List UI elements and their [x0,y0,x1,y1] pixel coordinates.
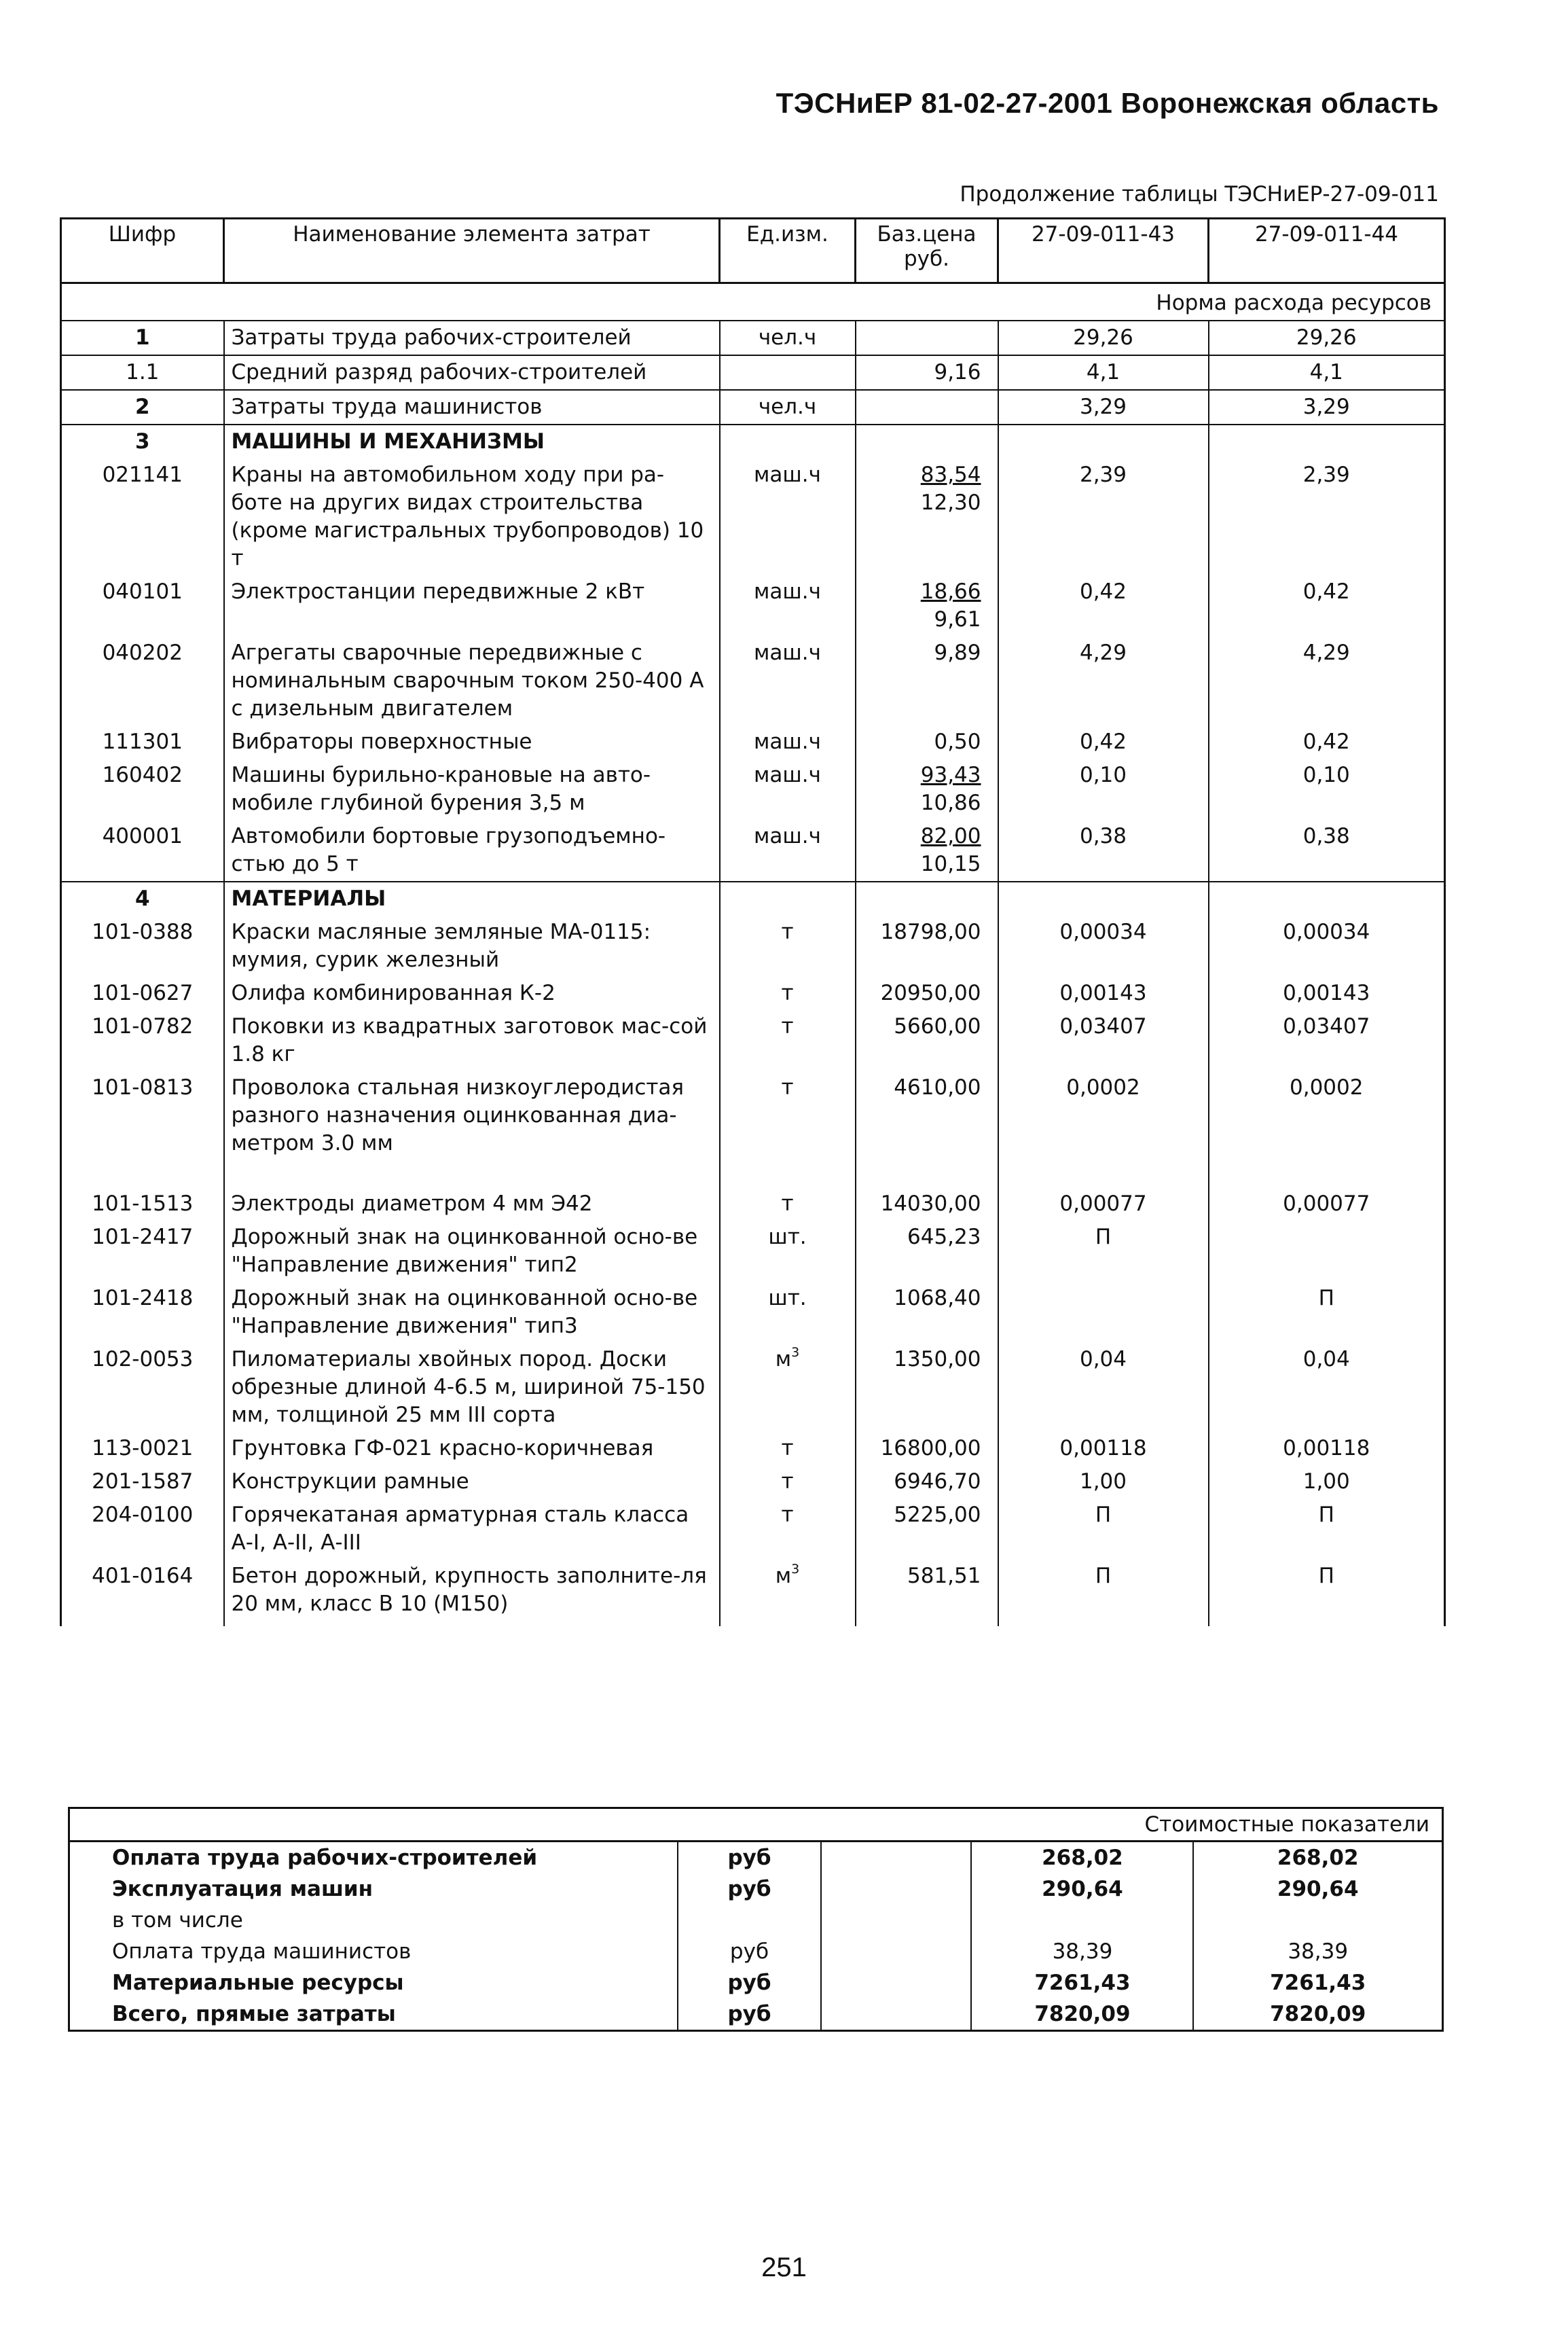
row-code: 160402 [61,759,224,820]
row-unit-text: маш.ч [754,579,821,604]
row-unit [720,1187,856,1221]
row-value-43: 0,38 [998,820,1209,882]
summary-row [69,1873,1443,1905]
row-base-price: 581,51 [907,1564,981,1588]
summary-unit: руб [678,1842,821,1874]
header-col-b: 27-09-011-44 [1209,219,1445,283]
row-value-44: 0,03407 [1209,1010,1445,1071]
row-operator-wage-price: 12,30 [920,490,981,515]
row-value-44: 2,39 [1209,459,1445,575]
row-code: 021141 [61,459,224,575]
row-value-44: 1,00 [1209,1465,1445,1498]
row-code: 1.1 [61,355,224,390]
summary-label: Эксплуатация машин [69,1873,678,1905]
summary-label: Всего, прямые затраты [69,1998,678,2031]
row-base-price: 645,23 [907,1225,981,1249]
row-name: Конструкции рамные [224,1465,720,1498]
row-unit-text: м [775,1564,792,1588]
row-base-price: 0,50 [934,730,981,754]
summary-value-43: 7820,09 [971,1998,1193,2031]
table-continuation-caption: Продолжение таблицы ТЭСНиЕР-27-09-011 [960,182,1439,207]
row-unit [720,575,856,636]
summary-value-44: 290,64 [1193,1873,1442,1905]
row-price [856,1343,998,1432]
row-name: Горячекатаная арматурная сталь класса А-I, А-II, А-III [224,1498,720,1560]
table-row [61,1498,1445,1560]
row-name: МАТЕРИАЛЫ [224,882,720,916]
row-base-price: 82,00 [920,824,981,848]
row-name: Дорожный знак на оцинкованной осно-ве "Направление движения" тип3 [224,1282,720,1343]
row-unit [720,425,856,459]
row-code: 113-0021 [61,1432,224,1465]
table-row [61,355,1445,390]
row-price [856,425,998,459]
row-value-43: 1,00 [998,1465,1209,1498]
row-code: 204-0100 [61,1498,224,1560]
row-operator-wage-price: 10,15 [920,852,981,876]
summary-value-44: 268,02 [1193,1842,1442,1874]
row-unit-text: т [781,981,794,1005]
row-unit [720,1343,856,1432]
row-value-44: 0,38 [1209,820,1445,882]
summary-value-43: 7261,43 [971,1967,1193,1998]
row-name: Пиломатериалы хвойных пород. Доски обрезные длиной 4-6.5 м, шириной 75-150 мм, толщиной 25 мм III сорта [224,1343,720,1432]
row-value-43: 29,26 [998,321,1209,355]
row-price [856,1432,998,1465]
summary-value-43: 38,39 [971,1936,1193,1967]
header-price: Баз.цена руб. [856,219,998,283]
row-base-price: 9,89 [934,641,981,665]
row-name: Поковки из квадратных заготовок мас-сой 1.8 кг [224,1010,720,1071]
summary-caption: Стоимостные показатели [69,1808,1443,1842]
row-value-44: 0,10 [1209,759,1445,820]
row-value-44: 0,42 [1209,725,1445,759]
summary-price [821,1905,971,1936]
table-row [61,759,1445,820]
summary-caption-row [69,1808,1443,1842]
row-code: 101-2417 [61,1221,224,1282]
table-row [61,575,1445,636]
summary-label: Оплата труда машинистов [69,1936,678,1967]
row-value-43: 0,00034 [998,916,1209,977]
row-base-price: 18798,00 [880,920,981,944]
summary-price [821,1998,971,2031]
row-unit [720,321,856,355]
row-unit-text: шт. [768,1225,807,1249]
row-price [856,1560,998,1626]
row-base-price: 83,54 [920,463,981,487]
row-unit-text: т [781,1469,794,1494]
row-unit [720,1071,856,1187]
table-row [61,725,1445,759]
summary-label: Оплата труда рабочих-строителей [69,1842,678,1874]
summary-value-44: 7261,43 [1193,1967,1442,1998]
summary-label: в том числе [69,1905,678,1936]
table-row [61,321,1445,355]
table-row [61,882,1445,916]
row-operator-wage-price: 9,61 [934,607,981,632]
table-row [61,459,1445,575]
row-unit [720,390,856,425]
row-value-43: 2,39 [998,459,1209,575]
row-price [856,759,998,820]
row-value-43: П [998,1221,1209,1282]
row-unit-superscript: 3 [791,1345,800,1360]
summary-price [821,1842,971,1874]
row-code: 1 [61,321,224,355]
table-row [61,1560,1445,1626]
row-price [856,1465,998,1498]
row-unit [720,1560,856,1626]
row-value-43: 4,29 [998,636,1209,725]
row-code: 400001 [61,820,224,882]
summary-row [69,1967,1443,1998]
row-price [856,459,998,575]
row-code: 101-0627 [61,977,224,1010]
row-unit [720,1498,856,1560]
row-value-44 [1209,1221,1445,1282]
summary-price [821,1936,971,1967]
row-value-44: 0,0002 [1209,1071,1445,1187]
row-value-43: 0,10 [998,759,1209,820]
row-value-44: П [1209,1560,1445,1626]
table-row [61,1343,1445,1432]
table-header-row [61,219,1445,283]
summary-row [69,1842,1443,1874]
table-row [61,916,1445,977]
row-price [856,977,998,1010]
row-value-44: 29,26 [1209,321,1445,355]
cost-summary-table [68,1807,1444,2032]
row-value-43 [998,882,1209,916]
row-name: Электростанции передвижные 2 кВт [224,575,720,636]
row-value-44: 0,00118 [1209,1432,1445,1465]
row-unit-text: шт. [768,1286,807,1310]
row-price [856,1221,998,1282]
row-unit [720,1465,856,1498]
row-unit [720,1432,856,1465]
summary-row [69,1905,1443,1936]
header-name: Наименование элемента затрат [224,219,720,283]
summary-price [821,1873,971,1905]
row-name: Вибраторы поверхностные [224,725,720,759]
header-col-a: 27-09-011-43 [998,219,1209,283]
norm-caption: Норма расхода ресурсов [61,283,1445,321]
norm-caption-row [61,283,1445,321]
row-unit [720,1282,856,1343]
row-unit-text: т [781,1503,794,1527]
row-value-44 [1209,425,1445,459]
row-base-price: 4610,00 [894,1075,981,1100]
row-name: Автомобили бортовые грузоподъемно-стью до 5 т [224,820,720,882]
row-base-price: 6946,70 [894,1469,981,1494]
table-row [61,1010,1445,1071]
row-unit [720,882,856,916]
summary-unit: руб [678,1998,821,2031]
summary-value-44 [1193,1905,1442,1936]
row-unit-text: чел.ч [758,395,817,419]
row-unit [720,820,856,882]
row-operator-wage-price: 10,86 [920,791,981,815]
row-value-44: 0,00077 [1209,1187,1445,1221]
row-unit-text: т [781,1075,794,1100]
row-unit [720,1010,856,1071]
row-name: Краны на автомобильном ходу при ра-боте на других видах строительства (кроме магистральных трубопроводов) 10 т [224,459,720,575]
row-name: Краски масляные земляные МА-0115: мумия, сурик железный [224,916,720,977]
row-value-44: П [1209,1498,1445,1560]
row-code: 102-0053 [61,1343,224,1432]
summary-value-44: 7820,09 [1193,1998,1442,2031]
row-unit-text: маш.ч [754,463,821,487]
table-row [61,1282,1445,1343]
row-name: Грунтовка ГФ-021 красно-коричневая [224,1432,720,1465]
row-price [856,1282,998,1343]
row-value-44: 3,29 [1209,390,1445,425]
row-value-44: 0,00034 [1209,916,1445,977]
row-value-44: 0,04 [1209,1343,1445,1432]
row-value-43 [998,425,1209,459]
row-unit [720,459,856,575]
row-base-price: 20950,00 [880,981,981,1005]
row-unit [720,725,856,759]
summary-value-43: 290,64 [971,1873,1193,1905]
summary-unit [678,1905,821,1936]
row-code: 201-1587 [61,1465,224,1498]
row-value-43: 3,29 [998,390,1209,425]
row-unit-superscript: 3 [791,1562,800,1577]
row-code: 101-0782 [61,1010,224,1071]
row-name: МАШИНЫ И МЕХАНИЗМЫ [224,425,720,459]
row-price [856,1010,998,1071]
row-base-price: 1068,40 [894,1286,981,1310]
row-code: 101-1513 [61,1187,224,1221]
row-price [856,820,998,882]
row-price [856,1187,998,1221]
document-title: ТЭСНиЕР 81-02-27-2001 Воронежская область [776,87,1439,119]
row-value-43: 0,04 [998,1343,1209,1432]
summary-unit: руб [678,1936,821,1967]
row-value-43: 0,00143 [998,977,1209,1010]
row-code: 040101 [61,575,224,636]
table-row [61,636,1445,725]
row-value-43: 0,42 [998,725,1209,759]
row-unit-text: т [781,1191,794,1216]
table-row [61,1432,1445,1465]
row-unit [720,759,856,820]
row-name: Затраты труда рабочих-строителей [224,321,720,355]
summary-label: Материальные ресурсы [69,1967,678,1998]
row-base-price: 1350,00 [894,1347,981,1371]
row-unit-text: маш.ч [754,641,821,665]
row-unit-text: маш.ч [754,824,821,848]
row-value-43: 0,0002 [998,1071,1209,1187]
page-number: 251 [761,2252,807,2282]
row-price [856,916,998,977]
row-value-43 [998,1282,1209,1343]
row-value-43: 0,42 [998,575,1209,636]
table-row [61,425,1445,459]
row-value-44: П [1209,1282,1445,1343]
row-value-44: 4,29 [1209,636,1445,725]
row-code: 040202 [61,636,224,725]
row-value-44: 4,1 [1209,355,1445,390]
row-base-price: 18,66 [920,579,981,604]
row-name: Проволока стальная низкоуглеродистая разного назначения оцинкованная диа-метром 3.0 мм [224,1071,720,1187]
row-name: Машины бурильно-крановые на авто-мобиле глубиной бурения 3,5 м [224,759,720,820]
row-base-price: 5225,00 [894,1503,981,1527]
row-base-price: 5660,00 [894,1014,981,1039]
row-price [856,575,998,636]
table-row [61,1187,1445,1221]
row-code: 101-2418 [61,1282,224,1343]
row-name: Агрегаты сварочные передвижные с номинальным сварочным током 250-400 А с дизельным двигателем [224,636,720,725]
row-unit [720,977,856,1010]
row-price [856,636,998,725]
summary-value-44: 38,39 [1193,1936,1442,1967]
row-price [856,321,998,355]
row-price [856,1498,998,1560]
row-value-44: 0,42 [1209,575,1445,636]
row-value-43: 0,00118 [998,1432,1209,1465]
summary-unit: руб [678,1873,821,1905]
summary-value-43: 268,02 [971,1842,1193,1874]
row-base-price: 9,16 [934,360,981,384]
row-unit-text: чел.ч [758,325,817,350]
row-name: Средний разряд рабочих-строителей [224,355,720,390]
row-value-43: 0,03407 [998,1010,1209,1071]
row-name: Бетон дорожный, крупность заполните-ля 20 мм, класс В 10 (М150) [224,1560,720,1626]
row-value-43: 4,1 [998,355,1209,390]
row-value-44: 0,00143 [1209,977,1445,1010]
row-code: 3 [61,425,224,459]
row-unit [720,636,856,725]
row-name: Дорожный знак на оцинкованной осно-ве "Направление движения" тип2 [224,1221,720,1282]
table-row [61,390,1445,425]
summary-value-43 [971,1905,1193,1936]
row-code: 2 [61,390,224,425]
table-row [61,1465,1445,1498]
row-base-price: 93,43 [920,763,981,787]
row-value-44 [1209,882,1445,916]
row-price [856,355,998,390]
row-name: Электроды диаметром 4 мм Э42 [224,1187,720,1221]
row-unit-text: т [781,1014,794,1039]
summary-row [69,1936,1443,1967]
row-price [856,725,998,759]
row-price [856,882,998,916]
header-unit: Ед.изм. [720,219,856,283]
row-value-43: П [998,1498,1209,1560]
row-unit-text: маш.ч [754,730,821,754]
row-price [856,1071,998,1187]
row-name: Затраты труда машинистов [224,390,720,425]
summary-unit: руб [678,1967,821,1998]
table-row [61,977,1445,1010]
row-unit [720,1221,856,1282]
row-name: Олифа комбинированная К-2 [224,977,720,1010]
row-price [856,390,998,425]
summary-row [69,1998,1443,2031]
table-row [61,820,1445,882]
row-code: 101-0388 [61,916,224,977]
row-unit [720,355,856,390]
row-unit-text: м [775,1347,792,1371]
row-value-43: 0,00077 [998,1187,1209,1221]
row-code: 111301 [61,725,224,759]
table-row [61,1071,1445,1187]
row-code: 101-0813 [61,1071,224,1187]
table-row [61,1221,1445,1282]
row-unit-text: т [781,920,794,944]
summary-price [821,1967,971,1998]
row-value-43: П [998,1560,1209,1626]
resource-norms-table [60,217,1446,1626]
row-base-price: 16800,00 [880,1436,981,1460]
row-unit-text: маш.ч [754,763,821,787]
header-code: Шифр [61,219,224,283]
row-unit-text: т [781,1436,794,1460]
row-code: 4 [61,882,224,916]
row-code: 401-0164 [61,1560,224,1626]
row-base-price: 14030,00 [880,1191,981,1216]
row-unit [720,916,856,977]
